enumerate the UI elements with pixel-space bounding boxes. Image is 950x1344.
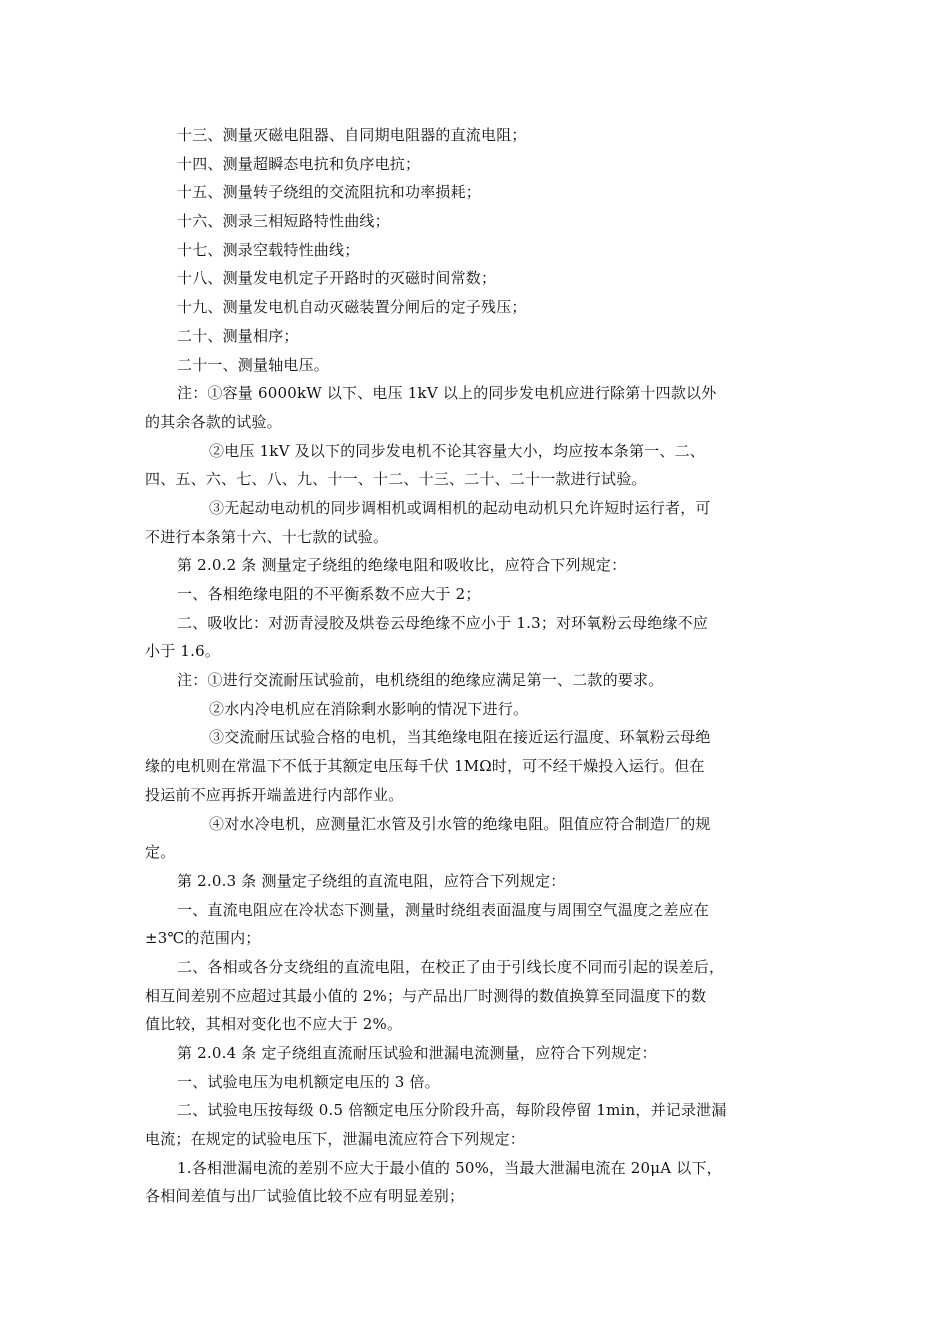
text-line: 不进行本条第十六、十七款的试验。 <box>145 527 389 546</box>
text-line: 缘的电机则在常温下不低于其额定电压每千伏 1MΩ时，可不经干燥投入运行。但在 <box>145 757 705 776</box>
text-line: 二、试验电压按每级 0.5 倍额定电压分阶段升高，每阶段停留 1min，并记录泄漏 <box>177 1101 727 1120</box>
text-line: 注：①进行交流耐压试验前，电机绕组的绝缘应满足第一、二款的要求。 <box>177 671 664 690</box>
text-line: ②电压 1kV 及以下的同步发电机不论其容量大小，均应按本条第一、二、 <box>209 441 706 460</box>
text-line: 二十一、测量轴电压。 <box>177 355 330 374</box>
text-line: 的其余各款的试验。 <box>145 412 282 431</box>
text-line: 第 2.0.3 条 测量定子绕组的直流电阻，应符合下列规定： <box>177 871 566 890</box>
text-line: 各相间差值与出厂试验值比较不应有明显差别； <box>145 1187 465 1206</box>
text-line: 十九、测量发电机自动灭磁装置分闸后的定子残压； <box>177 298 527 317</box>
text-line: ③交流耐压试验合格的电机，当其绝缘电阻在接近运行温度、环氧粉云母绝 <box>209 728 711 747</box>
text-line: ③无起动电动机的同步调相机或调相机的起动电动机只允许短时运行者，可 <box>209 498 711 517</box>
text-line: 十八、测量发电机定子开路时的灭磁时间常数； <box>177 269 497 288</box>
text-line: 一、各相绝缘电阻的不平衡系数不应大于 2； <box>177 585 481 603</box>
text-line: 小于 1.6。 <box>145 642 221 661</box>
text-line: 十五、测量转子绕组的交流阻抗和功率损耗； <box>177 183 482 202</box>
text-line: 十六、测录三相短路特性曲线； <box>177 212 390 231</box>
text-line: 第 2.0.4 条 定子绕组直流耐压试验和泄漏电流测量，应符合下列规定： <box>177 1044 657 1062</box>
text-line: 电流；在规定的试验电压下，泄漏电流应符合下列规定： <box>145 1130 526 1149</box>
text-line: ④对水冷电机，应测量汇水管及引水管的绝缘电阻。阻值应符合制造厂的规 <box>209 814 711 833</box>
text-line: ②水内冷电机应在消除剩水影响的情况下进行。 <box>209 699 529 718</box>
text-line: 相互间差别不应超过其最小值的 2%；与产品出厂时测得的数值换算至同温度下的数 <box>145 986 707 1005</box>
text-line: 注：①容量 6000kW 以下、电压 1kV 以上的同步发电机应进行除第十四款以外 <box>177 384 717 403</box>
text-line: 十七、测录空载特性曲线； <box>177 240 360 259</box>
text-line: 1.各相泄漏电流的差别不应大于最小值的 50%，当最大泄漏电流在 20μA 以下， <box>177 1158 722 1177</box>
text-line: 四、五、六、七、八、九、十一、十二、十三、二十、二十一款进行试验。 <box>145 470 647 489</box>
body-text <box>145 121 760 1211</box>
text-line: 十三、测量灭磁电阻器、自同期电阻器的直流电阻； <box>177 126 527 144</box>
text-line: 十四、测量超瞬态电抗和负序电抗； <box>177 154 421 173</box>
text-line: 二十、测量相序； <box>177 326 299 345</box>
text-line: 定。 <box>145 843 176 862</box>
text-line: 值比较，其相对变化也不应大于 2%。 <box>145 1015 403 1034</box>
text-line: 投运前不应再拆开端盖进行内部作业。 <box>145 785 404 804</box>
text-line: 二、吸收比：对沥青浸胶及烘卷云母绝缘不应小于 1.3；对环氧粉云母绝缘不应 <box>177 613 709 632</box>
text-line: ±3℃的范围内； <box>145 929 261 948</box>
text-line: 一、直流电阻应在冷状态下测量，测量时绕组表面温度与周围空气温度之差应在 <box>177 900 710 919</box>
text-line: 一、试验电压为电机额定电压的 3 倍。 <box>177 1072 440 1091</box>
text-line: 二、各相或各分支绕组的直流电阻，在校正了由于引线长度不同而引起的误差后， <box>177 957 725 976</box>
text-line: 第 2.0.2 条 测量定子绕组的绝缘电阻和吸收比，应符合下列规定： <box>177 556 627 575</box>
